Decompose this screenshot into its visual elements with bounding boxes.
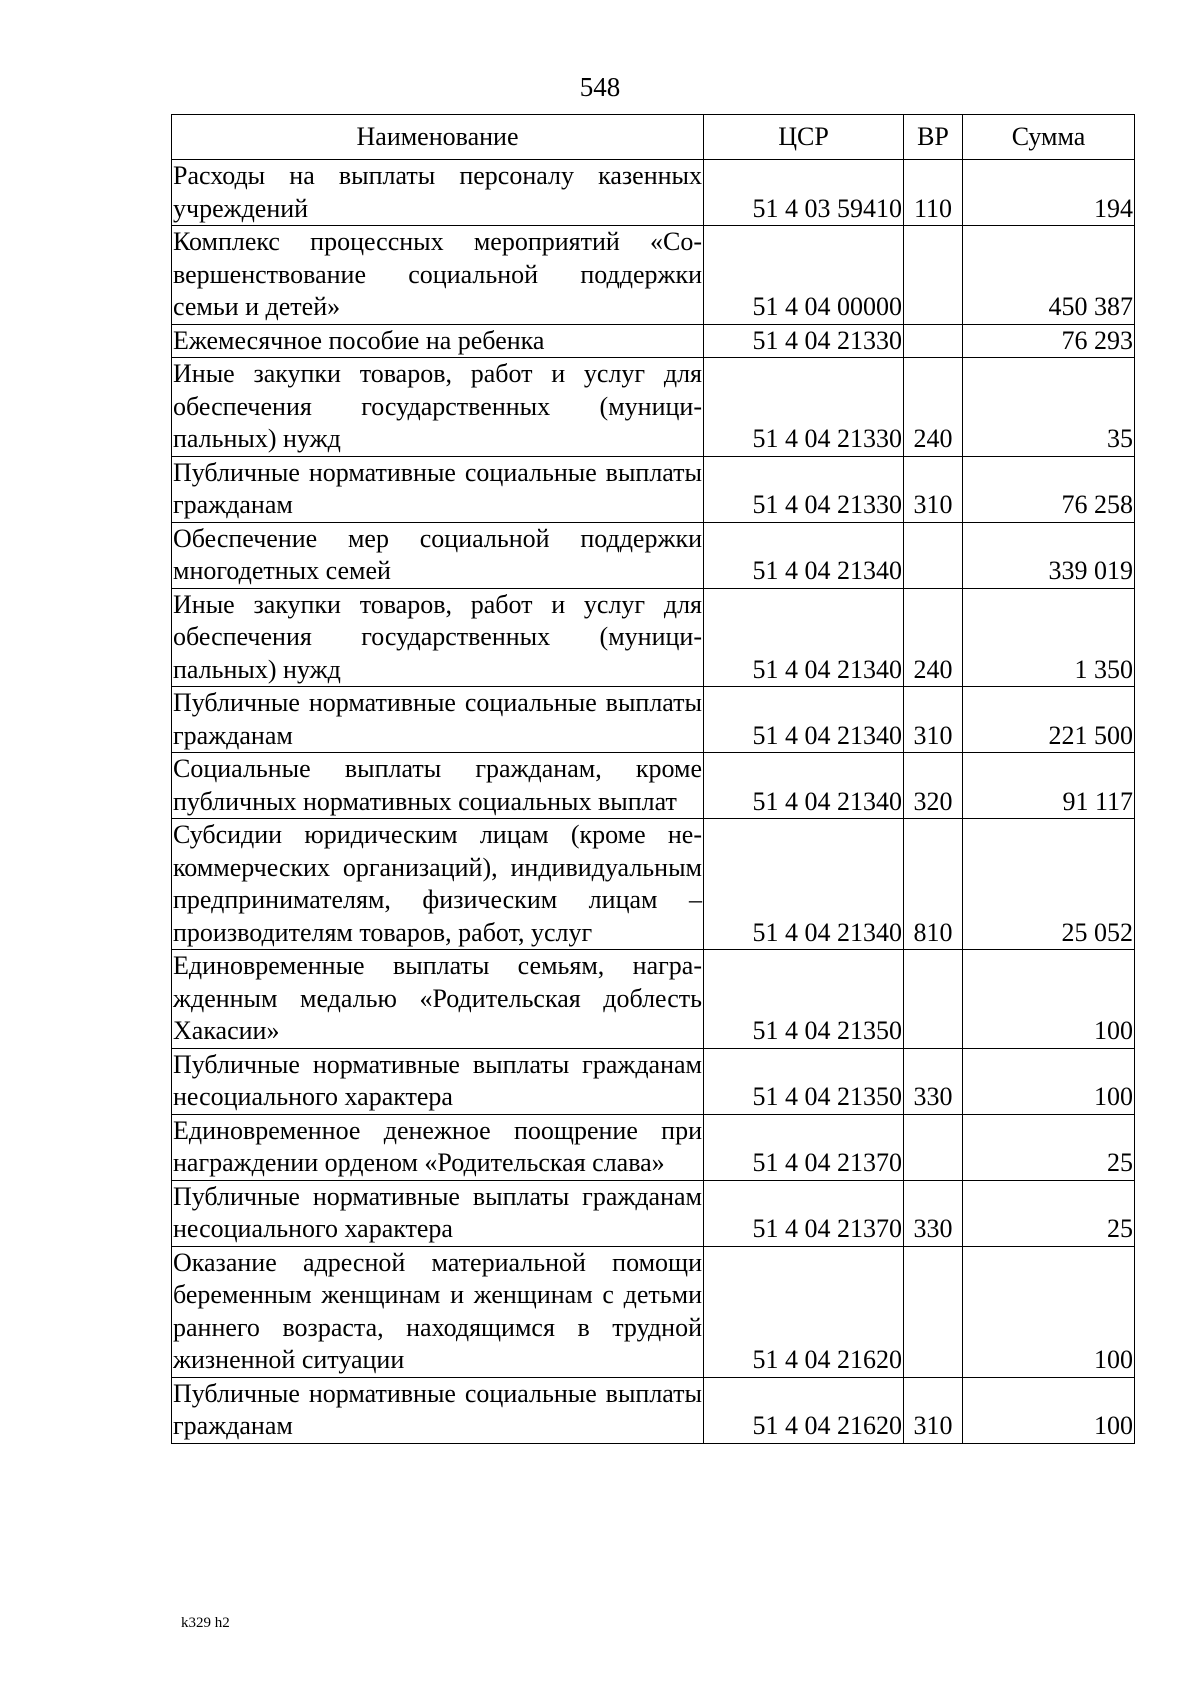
row-sum: 100: [963, 1048, 1135, 1114]
row-name: Единовременное денежное поощрение при награждении орденом «Родительская слава»: [172, 1114, 704, 1180]
row-name: Ежемесячное пособие на ребенка: [172, 324, 704, 358]
header-csr: ЦСР: [704, 115, 904, 160]
row-name: Социальные выплаты гражданам, кроме публичных нормативных социальных выплат: [172, 753, 704, 819]
row-sum: 76 293: [963, 324, 1135, 358]
row-csr: 51 4 04 21350: [704, 1048, 904, 1114]
row-vr: 330: [904, 1180, 963, 1246]
table-row: [172, 1114, 1135, 1180]
row-csr: 51 4 04 21370: [704, 1180, 904, 1246]
table-row: [172, 588, 1135, 687]
row-csr: 51 4 04 21330: [704, 324, 904, 358]
row-name: Публичные нормативные социальные выплаты гражданам: [172, 687, 704, 753]
table-row: [172, 522, 1135, 588]
row-csr: 51 4 04 21330: [704, 456, 904, 522]
row-vr: 330: [904, 1048, 963, 1114]
row-vr: 310: [904, 1377, 963, 1443]
row-sum: 1 350: [963, 588, 1135, 687]
table-row: [172, 1180, 1135, 1246]
row-vr: 310: [904, 456, 963, 522]
table-body: [172, 160, 1135, 1444]
table-row: [172, 358, 1135, 457]
row-vr: [904, 324, 963, 358]
row-name: Публичные нормативные социальные выплаты гражданам: [172, 1377, 704, 1443]
row-csr: 51 4 03 59410: [704, 160, 904, 226]
row-name: Комплекс процессных мероприятий «Совершенствование социальной поддержки семьи и детей»: [172, 226, 704, 325]
row-sum: 35: [963, 358, 1135, 457]
table-row: [172, 819, 1135, 950]
row-sum: 221 500: [963, 687, 1135, 753]
row-name: Публичные нормативные выплаты гражданам несоциального характера: [172, 1180, 704, 1246]
table-row: [172, 1377, 1135, 1443]
row-csr: 51 4 04 21340: [704, 753, 904, 819]
row-name: Обеспечение мер социальной поддержки многодетных семей: [172, 522, 704, 588]
row-csr: 51 4 04 21370: [704, 1114, 904, 1180]
header-sum: Сумма: [963, 115, 1135, 160]
row-sum: 25: [963, 1114, 1135, 1180]
row-sum: 194: [963, 160, 1135, 226]
row-name: Публичные нормативные социальные выплаты гражданам: [172, 456, 704, 522]
row-csr: 51 4 04 21340: [704, 819, 904, 950]
header-name: Наименование: [172, 115, 704, 160]
row-vr: [904, 522, 963, 588]
row-vr: 240: [904, 588, 963, 687]
row-vr: [904, 1246, 963, 1377]
row-sum: 450 387: [963, 226, 1135, 325]
table-row: [172, 324, 1135, 358]
page-number: 548: [579, 72, 621, 102]
row-name: Иные закупки товаров, работ и услуг для обеспечения государственных (муниципальных) нужд: [172, 358, 704, 457]
header-vr: ВР: [904, 115, 963, 160]
row-vr: 240: [904, 358, 963, 457]
footer-code: k329 h2: [181, 1615, 230, 1631]
row-csr: 51 4 04 21620: [704, 1377, 904, 1443]
row-name: Публичные нормативные выплаты гражданам несоциального характера: [172, 1048, 704, 1114]
row-sum: 100: [963, 1377, 1135, 1443]
row-csr: 51 4 04 21620: [704, 1246, 904, 1377]
row-csr: 51 4 04 21350: [704, 950, 904, 1049]
table-row: [172, 1246, 1135, 1377]
table-row: [172, 687, 1135, 753]
table-row: [172, 950, 1135, 1049]
row-vr: [904, 226, 963, 325]
row-vr: 320: [904, 753, 963, 819]
row-vr: 110: [904, 160, 963, 226]
row-name: Расходы на выплаты персоналу казенных учреждений: [172, 160, 704, 226]
row-csr: 51 4 04 21330: [704, 358, 904, 457]
row-sum: 76 258: [963, 456, 1135, 522]
row-sum: 25: [963, 1180, 1135, 1246]
row-sum: 91 117: [963, 753, 1135, 819]
row-csr: 51 4 04 00000: [704, 226, 904, 325]
row-csr: 51 4 04 21340: [704, 522, 904, 588]
row-sum: 25 052: [963, 819, 1135, 950]
row-vr: [904, 1114, 963, 1180]
row-csr: 51 4 04 21340: [704, 687, 904, 753]
row-vr: 310: [904, 687, 963, 753]
table-row: [172, 226, 1135, 325]
table-row: [172, 1048, 1135, 1114]
row-name: Субсидии юридическим лицам (кроме некоммерческих организаций), индивидуальным предпринимателям, физическим лицам – производителям товаров, работ, услуг: [172, 819, 704, 950]
row-sum: 100: [963, 950, 1135, 1049]
table-row: [172, 753, 1135, 819]
budget-table: [171, 114, 1135, 1444]
table-row: [172, 160, 1135, 226]
table-header-row: [172, 115, 1135, 160]
row-sum: 339 019: [963, 522, 1135, 588]
row-csr: 51 4 04 21340: [704, 588, 904, 687]
row-vr: 810: [904, 819, 963, 950]
row-vr: [904, 950, 963, 1049]
row-sum: 100: [963, 1246, 1135, 1377]
row-name: Единовременные выплаты семьям, награжденным медалью «Родительская доблесть Хакасии»: [172, 950, 704, 1049]
row-name: Оказание адресной материальной помощи беременным женщинам и женщинам с детьми раннего возраста, находящимся в трудной жизненной ситуации: [172, 1246, 704, 1377]
row-name: Иные закупки товаров, работ и услуг для обеспечения государственных (муниципальных) нужд: [172, 588, 704, 687]
table-row: [172, 456, 1135, 522]
